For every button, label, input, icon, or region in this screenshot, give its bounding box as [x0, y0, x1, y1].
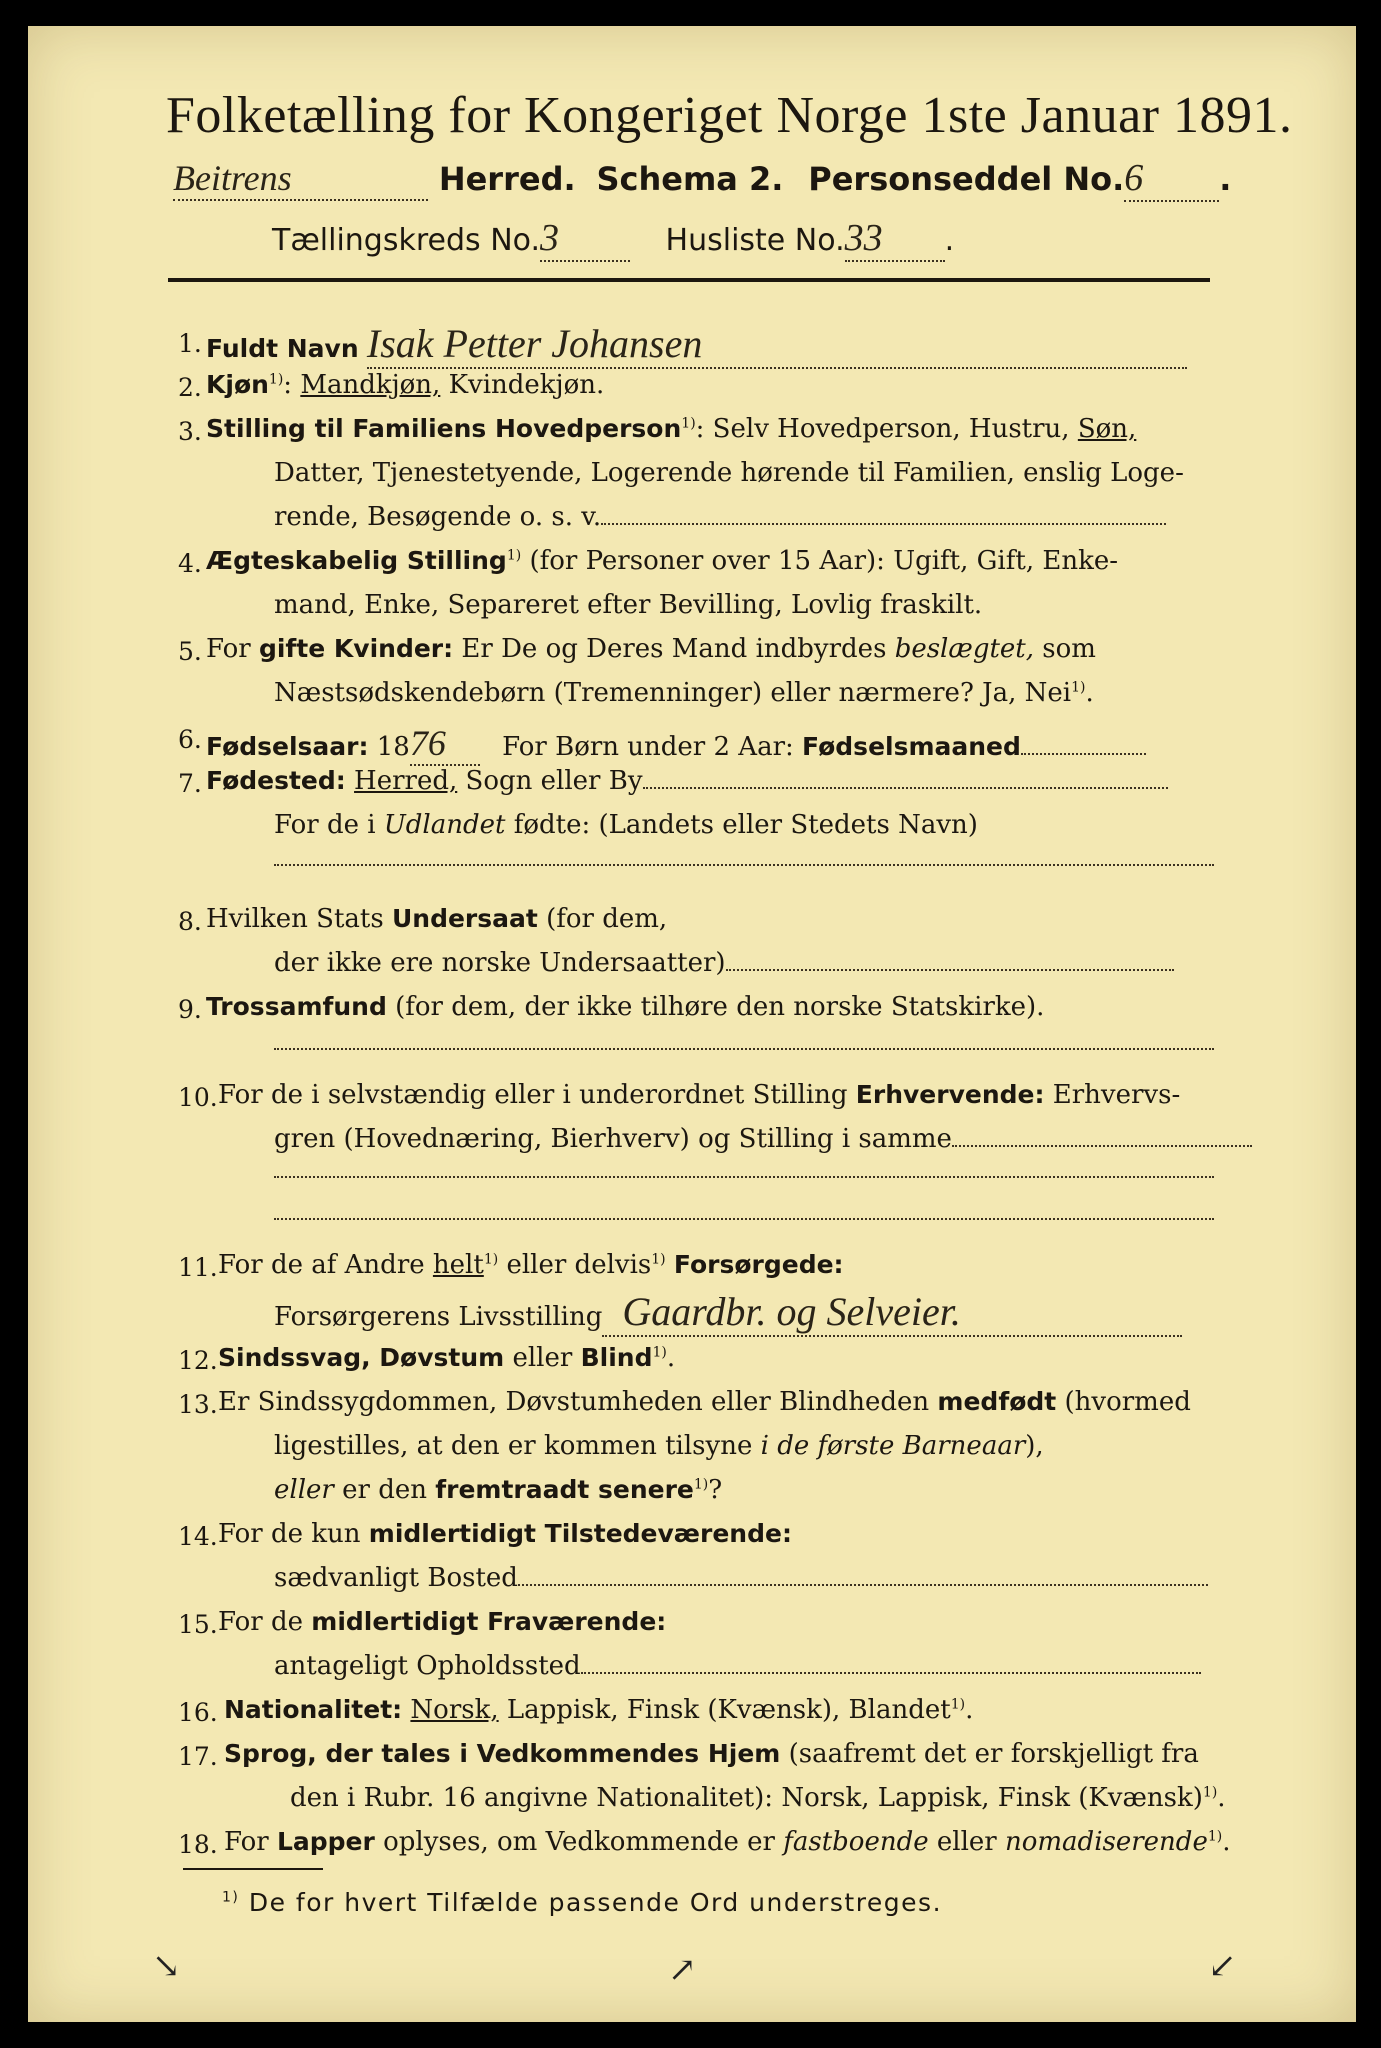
form-title: Folketælling for Kongeriget Norge 1ste Januar 1891. — [166, 87, 1293, 144]
item-number: 7. — [178, 769, 202, 798]
item-number: 13. — [178, 1390, 218, 1419]
item-number: 14. — [178, 1522, 218, 1551]
item-13: Er Sindssygdommen, Døvstumheden eller Blindheden medfødt (hvormed — [218, 1387, 1191, 1417]
item-15: For de midlertidigt Fraværende: — [218, 1607, 667, 1637]
item-14: For de kun midlertidigt Tilstedeværende: — [218, 1519, 792, 1549]
blank-line — [274, 1048, 1214, 1050]
footnote-rule — [183, 1868, 323, 1870]
item-number: 10. — [178, 1083, 218, 1112]
item-18: For Lapper oplyses, om Vedkommende er fastboende eller nomadiserende$^{1)}$. — [224, 1827, 1231, 1857]
kreds-label: Tællingskreds No. — [272, 223, 540, 258]
item-10: For de i selvstændig eller i underordnet Stilling Erhvervende: Erhvervs- — [218, 1080, 1181, 1110]
blank-line — [274, 1176, 1214, 1178]
item-4: Ægteskabelig Stilling$^{1)}$ (for Personer over 15 Aar): Ugift, Gift, Enke- — [206, 546, 1118, 576]
husliste-label: Husliste No. — [665, 223, 845, 258]
item-6: Fødselsaar: 1876 For Børn under 2 Aar: Fødselsmaaned — [206, 722, 1146, 766]
item-number: 15. — [178, 1610, 218, 1639]
item-number: 8. — [178, 907, 202, 936]
full-name-handwritten: Isak Petter Johansen — [367, 320, 1187, 369]
item-number: 12. — [178, 1346, 218, 1375]
item-9: Trossamfund (for dem, der ikke tilhøre den norske Statskirke). — [206, 992, 1045, 1022]
item-5: For gifte Kvinder: Er De og Deres Mand indbyrdes beslægtet, som — [206, 634, 1096, 664]
item-3: Stilling til Familiens Hovedperson$^{1)}$: Selv Hovedperson, Hustru, Søn, — [206, 414, 1137, 444]
personseddel-number: 6 — [1124, 156, 1219, 202]
item-number: 2. — [178, 373, 202, 402]
item-number: 16. — [178, 1698, 218, 1727]
item-number: 1. — [178, 329, 202, 358]
item-number: 11. — [178, 1253, 218, 1282]
blank-line — [274, 864, 1214, 866]
option-herred-underlined: Herred, — [354, 766, 458, 796]
item-11: For de af Andre helt$^{1)}$ eller delvis$^{1)}$ Forsørgede: — [218, 1250, 844, 1280]
kreds-line: Tællingskreds No.3 Husliste No.33 . — [272, 216, 954, 262]
personseddel-label: Personseddel No. — [808, 160, 1125, 198]
corner-mark-right: ↙ — [1208, 1946, 1237, 1986]
corner-mark-center: ↗ — [668, 1950, 697, 1990]
husliste-number: 33 — [845, 216, 945, 262]
item-8: Hvilken Stats Undersaat (for dem, — [206, 904, 668, 934]
birth-year-handwritten: 76 — [410, 722, 480, 766]
item-number: 18. — [178, 1830, 218, 1859]
schema-label: Schema 2. — [596, 160, 784, 198]
full-name-label: Fuldt Navn — [206, 334, 359, 363]
item-number: 6. — [178, 725, 202, 754]
option-mandkjon-underlined: Mandkjøn, — [300, 370, 441, 400]
item-12: Sindssvag, Døvstum eller Blind$^{1)}$. — [218, 1343, 676, 1373]
footnote: $^{1)}$ De for hvert Tilfælde passende Ord understreges. — [222, 1888, 943, 1917]
item-2: Kjøn$^{1)}$: Mandkjøn, Kvindekjøn. — [206, 370, 605, 400]
kreds-number: 3 — [540, 216, 630, 262]
item-number: 3. — [178, 417, 202, 446]
header-rule — [168, 278, 1210, 282]
option-son-underlined: Søn, — [1077, 414, 1137, 444]
item-7: Fødested: Herred, Sogn eller By — [206, 766, 1168, 796]
item-1 — [206, 320, 1187, 369]
item-number: 5. — [178, 637, 202, 666]
item-16: Nationalitet: Norsk, Lappisk, Finsk (Kvænsk), Blandet$^{1)}$. — [224, 1695, 974, 1725]
item-number: 17. — [178, 1742, 218, 1771]
corner-mark-left: ↘ — [152, 1946, 181, 1986]
option-helt-underlined: helt — [432, 1250, 484, 1280]
item-17: Sprog, der tales i Vedkommendes Hjem (saafremt det er forskjelligt fra — [224, 1739, 1199, 1769]
herred-handwritten: Beitrens — [173, 157, 428, 201]
item-number: 4. — [178, 549, 202, 578]
census-form: Folketælling for Kongeriget Norge 1ste Januar 1891. Beitrens Herred. Schema 2. Personseddel No.6 . Tællingskreds No.3 Husliste No.33 . 1. Fuldt Navn Isak Petter Johansen 2. Kjøn$^{1)}$: Mandkjøn, Kvindekjøn. 3. Stilling til Familiens Hovedperson$^{1)}$: Selv Hovedperson, Hustru, Søn, Datter, Tjenestetyende, Logerende hørende til Familien, enslig Loge- rende, Besøgende o. s. v. 4. Ægteskabelig Stilling$^{1)}$ (for Personer over 15 Aar): Ugift, Gift, Enke- mand, Enke, Separeret efter Bevilling, Lovlig fraskilt. 5. For gifte Kvinder: Er De og Deres Mand indbyrdes beslægtet, som Næstsødskendebørn (Tremenninger) eller nærmere? Ja, Nei$^{1)}$. 6. Fødselsaar: 1876 For Børn under 2 Aar: Fødselsmaaned 7. Fødested: Herred, Sogn eller By For de i Udlandet fødte: (Landets eller Stedets Navn) 8. Hvilken Stats Undersaat (for dem, der ikke ere norske Undersaatter) 9. Trossamfund (for dem, der ikke tilhøre den norske Statskirke). 10. For de i selvstændig eller i underordnet Stilling Erhvervende: Erhvervs- gren (Hovednæring, Bierhverv) og Stilling i samme 11. For de af Andre helt$^{1)}$ eller delvis$^{1)}$ Forsørgede: Forsørgerens Livsstilling Gaardbr. og Selveier. 12. Sindssvag, Døvstum eller Blind$^{1)}$. 13. Er Sindssygdommen, Døvstumheden eller Blindheden medfødt (hvormed ligestilles, at den er kommen tilsyne i de første Barneaar), eller er den fremtraadt senere$^{1)}$? 14. For de kun midlertidigt Tilstedeværende: sædvanligt Bosted 15. For de midlertidigt Fraværende: antageligt Opholdssted 16. Nationalitet: Norsk, Lappisk, Finsk (Kvænsk), Blandet$^{1)}$. 17. Sprog, der tales i Vedkommendes Hjem (saafremt det er forskjelligt fra den i Rubr. 16 angivne Nationalitet): Norsk, Lappisk, Finsk (Kvænsk)$^{1)}$. 18. For Lapper oplyses, om Vedkommende er fastboende eller nomadiserende$^{1)}$. $^{1)}$ De for hvert Tilfælde passende Ord understreges. ↘ ↗ ↙ — [28, 26, 1356, 2022]
item-number: 9. — [178, 995, 202, 1024]
herred-label: Herred. — [438, 160, 576, 198]
provider-occupation-handwritten: Gaardbr. og Selveier. — [602, 1288, 1182, 1337]
option-norsk-underlined: Norsk, — [410, 1695, 499, 1725]
blank-line — [274, 1218, 1214, 1220]
herred-line: Beitrens Herred. Schema 2. Personseddel No.6 . — [173, 156, 1231, 202]
